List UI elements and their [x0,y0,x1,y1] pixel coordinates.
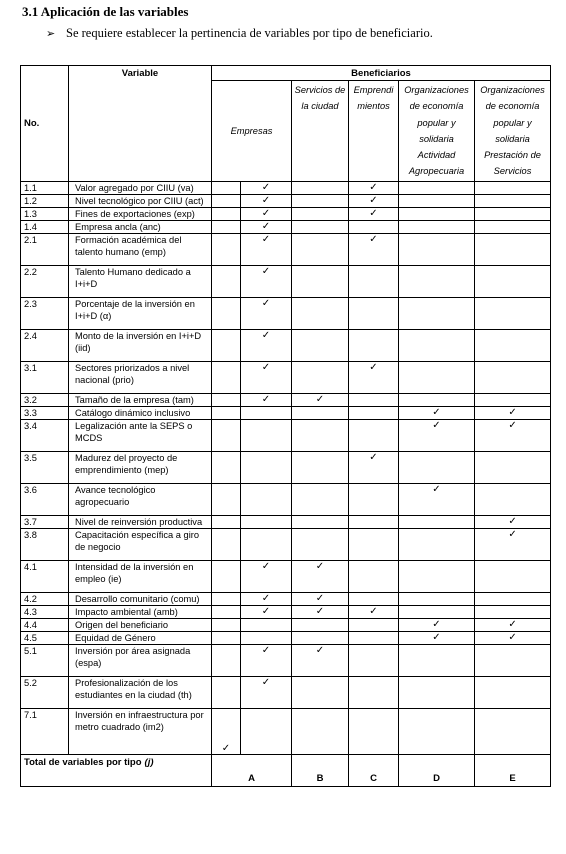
empty-cell [475,221,551,234]
total-letter: B [292,755,349,787]
empty-cell [349,561,399,593]
empty-cell [241,420,292,452]
empresas-left-cell [212,632,241,645]
row-variable: Formación académica del talento humano (emp) [69,234,212,266]
empty-cell [399,606,475,619]
table-row [21,266,551,298]
row-number: 3.7 [21,516,69,529]
row-number: 3.4 [21,420,69,452]
header-col-emprendimientos: Emprendi mientos [349,81,399,182]
check-mark-icon: ✓ [241,561,292,593]
row-variable: Intensidad de la inversión en empleo (ie) [69,561,212,593]
empty-cell [399,394,475,407]
bullet-line [46,26,433,41]
row-variable: Porcentaje de la inversión en I+i+D (α) [69,298,212,330]
row-number: 1.4 [21,221,69,234]
check-mark-icon: ✓ [399,484,475,516]
check-mark-icon: ✓ [349,208,399,221]
check-mark-icon: ✓ [241,645,292,677]
empty-cell [349,619,399,632]
row-number: 5.1 [21,645,69,677]
empresas-left-cell [212,593,241,606]
check-mark-icon: ✓ [292,394,349,407]
empty-cell [349,330,399,362]
empresas-left-cell [212,420,241,452]
row-variable: Tamaño de la empresa (tam) [69,394,212,407]
empresas-left-cell [212,561,241,593]
empty-cell [292,362,349,394]
bullet-text: Se requiere establecer la pertinencia de variables por tipo de beneficiario. [66,26,433,40]
row-number: 4.2 [21,593,69,606]
header-col-servicios-ciudad: Servicios de la ciudad [292,81,349,182]
empty-cell [475,709,551,755]
empty-cell [399,195,475,208]
row-variable: Fines de exportaciones (exp) [69,208,212,221]
empresas-left-cell [212,619,241,632]
check-mark-icon: ✓ [241,221,292,234]
row-number: 4.5 [21,632,69,645]
total-letter: E [475,755,551,787]
check-mark-icon: ✓ [212,709,241,755]
empty-cell [349,677,399,709]
empty-cell [349,632,399,645]
empty-cell [475,606,551,619]
total-letter: D [399,755,475,787]
empty-cell [399,593,475,606]
table-row [21,407,551,420]
row-number: 2.4 [21,330,69,362]
table-row [21,619,551,632]
empty-cell [292,632,349,645]
check-mark-icon: ✓ [475,529,551,561]
empty-cell [399,452,475,484]
empresas-left-cell [212,298,241,330]
check-mark-icon: ✓ [349,452,399,484]
row-variable: Legalización ante la SEPS o MCDS [69,420,212,452]
total-letter: C [349,755,399,787]
table-row [21,362,551,394]
empty-cell [399,709,475,755]
empty-cell [241,484,292,516]
empresas-left-cell [212,677,241,709]
empty-cell [399,208,475,221]
empty-cell [399,516,475,529]
empty-cell [349,221,399,234]
row-variable: Talento Humano dedicado a I+i+D [69,266,212,298]
row-number: 4.1 [21,561,69,593]
empty-cell [475,266,551,298]
empresas-left-cell [212,330,241,362]
empty-cell [349,394,399,407]
check-mark-icon: ✓ [475,516,551,529]
table-row [21,606,551,619]
table-row [21,677,551,709]
table-row [21,234,551,266]
check-mark-icon: ✓ [399,619,475,632]
empty-cell [399,561,475,593]
empty-cell [399,182,475,195]
empty-cell [292,221,349,234]
empresas-left-cell [212,266,241,298]
empty-cell [349,593,399,606]
empty-cell [349,484,399,516]
row-variable: Equidad de Género [69,632,212,645]
empresas-left-cell [212,645,241,677]
empresas-left-cell [212,529,241,561]
check-mark-icon: ✓ [241,298,292,330]
table-row [21,221,551,234]
total-label-suffix: (j) [144,757,154,768]
check-mark-icon: ✓ [349,182,399,195]
empty-cell [475,195,551,208]
row-number: 1.3 [21,208,69,221]
table-row [21,561,551,593]
empty-cell [399,330,475,362]
row-number: 1.2 [21,195,69,208]
check-mark-icon: ✓ [241,394,292,407]
empty-cell [292,484,349,516]
row-variable: Nivel tecnológico por CIIU (act) [69,195,212,208]
row-number: 4.3 [21,606,69,619]
empty-cell [349,645,399,677]
check-mark-icon: ✓ [349,362,399,394]
empresas-left-cell [212,195,241,208]
empty-cell [349,407,399,420]
empty-cell [475,561,551,593]
empty-cell [292,266,349,298]
empty-cell [241,632,292,645]
check-mark-icon: ✓ [399,420,475,452]
check-mark-icon: ✓ [241,182,292,195]
check-mark-icon: ✓ [292,645,349,677]
empty-cell [475,645,551,677]
row-number: 3.1 [21,362,69,394]
empresas-left-cell [212,452,241,484]
check-mark-icon: ✓ [292,593,349,606]
empty-cell [475,677,551,709]
empty-cell [292,182,349,195]
row-number: 2.3 [21,298,69,330]
header-col-eps-agropecuaria: Organizaciones de economía popular y solidaria Actividad Agropecuaria [399,81,475,182]
row-number: 3.2 [21,394,69,407]
empty-cell [292,420,349,452]
check-mark-icon: ✓ [475,619,551,632]
empty-cell [349,266,399,298]
empty-cell [475,208,551,221]
empty-cell [399,298,475,330]
arrow-bullet-icon: ➢ [46,28,56,40]
table-row [21,394,551,407]
empty-cell [292,234,349,266]
empty-cell [399,529,475,561]
row-variable: Inversión por área asignada (espa) [69,645,212,677]
table-row [21,182,551,195]
header-no: No. [21,66,69,182]
check-mark-icon: ✓ [241,330,292,362]
empty-cell [349,709,399,755]
empty-cell [292,529,349,561]
row-number: 2.2 [21,266,69,298]
row-number: 2.1 [21,234,69,266]
check-mark-icon: ✓ [475,632,551,645]
empty-cell [292,619,349,632]
table-row [21,330,551,362]
empty-cell [349,529,399,561]
table-row [21,208,551,221]
row-number: 3.8 [21,529,69,561]
empty-cell [292,330,349,362]
row-variable: Desarrollo comunitario (comu) [69,593,212,606]
empty-cell [241,619,292,632]
empty-cell [349,420,399,452]
empresas-left-cell [212,516,241,529]
total-row [21,755,551,787]
check-mark-icon: ✓ [399,632,475,645]
check-mark-icon: ✓ [475,407,551,420]
empty-cell [399,234,475,266]
check-mark-icon: ✓ [399,407,475,420]
row-variable: Madurez del proyecto de emprendimiento (mep) [69,452,212,484]
row-number: 3.6 [21,484,69,516]
empresas-left-cell [212,407,241,420]
empty-cell [475,484,551,516]
row-variable: Monto de la inversión en I+i+D (iid) [69,330,212,362]
empresas-left-cell [212,484,241,516]
check-mark-icon: ✓ [241,266,292,298]
check-mark-icon: ✓ [349,234,399,266]
header-col-eps-servicios: Organizaciones de economía popular y solidaria Prestación de Servicios [475,81,551,182]
empresas-left-cell [212,394,241,407]
table-row [21,420,551,452]
row-number: 7.1 [21,709,69,755]
row-variable: Sectores priorizados a nivel nacional (prio) [69,362,212,394]
empresas-left-cell [212,182,241,195]
check-mark-icon: ✓ [241,362,292,394]
empty-cell [292,709,349,755]
empty-cell [241,709,292,755]
row-variable: Avance tecnológico agropecuario [69,484,212,516]
empty-cell [399,266,475,298]
check-mark-icon: ✓ [241,677,292,709]
table-row [21,709,551,755]
check-mark-icon: ✓ [241,208,292,221]
empty-cell [475,362,551,394]
empty-cell [399,645,475,677]
empty-cell [475,394,551,407]
empty-cell [475,452,551,484]
row-number: 1.1 [21,182,69,195]
empty-cell [292,195,349,208]
row-variable: Valor agregado por CIIU (va) [69,182,212,195]
row-variable: Capacitación específica a giro de negocio [69,529,212,561]
check-mark-icon: ✓ [292,561,349,593]
row-variable: Catálogo dinámico inclusivo [69,407,212,420]
empty-cell [475,298,551,330]
empresas-left-cell [212,606,241,619]
check-mark-icon: ✓ [349,195,399,208]
table-row [21,452,551,484]
total-label-text: Total de variables por tipo [24,757,142,768]
check-mark-icon: ✓ [349,606,399,619]
empty-cell [241,407,292,420]
variables-table [20,65,551,787]
row-number: 4.4 [21,619,69,632]
empty-cell [241,452,292,484]
table-row [21,593,551,606]
check-mark-icon: ✓ [475,420,551,452]
row-number: 3.5 [21,452,69,484]
row-variable: Origen del beneficiario [69,619,212,632]
total-letter: A [212,755,292,787]
row-variable: Nivel de reinversión productiva [69,516,212,529]
empty-cell [475,330,551,362]
empty-cell [399,221,475,234]
header-variable: Variable [69,66,212,182]
check-mark-icon: ✓ [241,234,292,266]
header-col-empresas: Empresas [212,81,292,182]
header-beneficiarios: Beneficiarios [212,66,551,81]
check-mark-icon: ✓ [241,195,292,208]
empresas-left-cell [212,208,241,221]
section-title: 3.1 Aplicación de las variables [22,4,189,19]
table-row [21,645,551,677]
empty-cell [241,516,292,529]
empty-cell [292,208,349,221]
empty-cell [475,593,551,606]
empresas-left-cell [212,234,241,266]
empty-cell [292,516,349,529]
total-label [21,755,212,787]
row-variable: Empresa ancla (anc) [69,221,212,234]
empty-cell [475,234,551,266]
empresas-left-cell [212,221,241,234]
empty-cell [292,298,349,330]
table-row [21,298,551,330]
empty-cell [399,677,475,709]
empty-cell [475,182,551,195]
row-variable: Profesionalización de los estudiantes en la ciudad (th) [69,677,212,709]
empty-cell [292,677,349,709]
empty-cell [349,298,399,330]
table-row [21,516,551,529]
row-variable: Impacto ambiental (amb) [69,606,212,619]
check-mark-icon: ✓ [241,593,292,606]
table-row [21,195,551,208]
check-mark-icon: ✓ [292,606,349,619]
empty-cell [349,516,399,529]
table-row [21,529,551,561]
check-mark-icon: ✓ [241,606,292,619]
empty-cell [399,362,475,394]
row-number: 5.2 [21,677,69,709]
empty-cell [241,529,292,561]
empty-cell [292,452,349,484]
empresas-left-cell [212,362,241,394]
row-number: 3.3 [21,407,69,420]
table-row [21,632,551,645]
row-variable: Inversión en infraestructura por metro cuadrado (im2) [69,709,212,755]
empty-cell [292,407,349,420]
table-row [21,484,551,516]
